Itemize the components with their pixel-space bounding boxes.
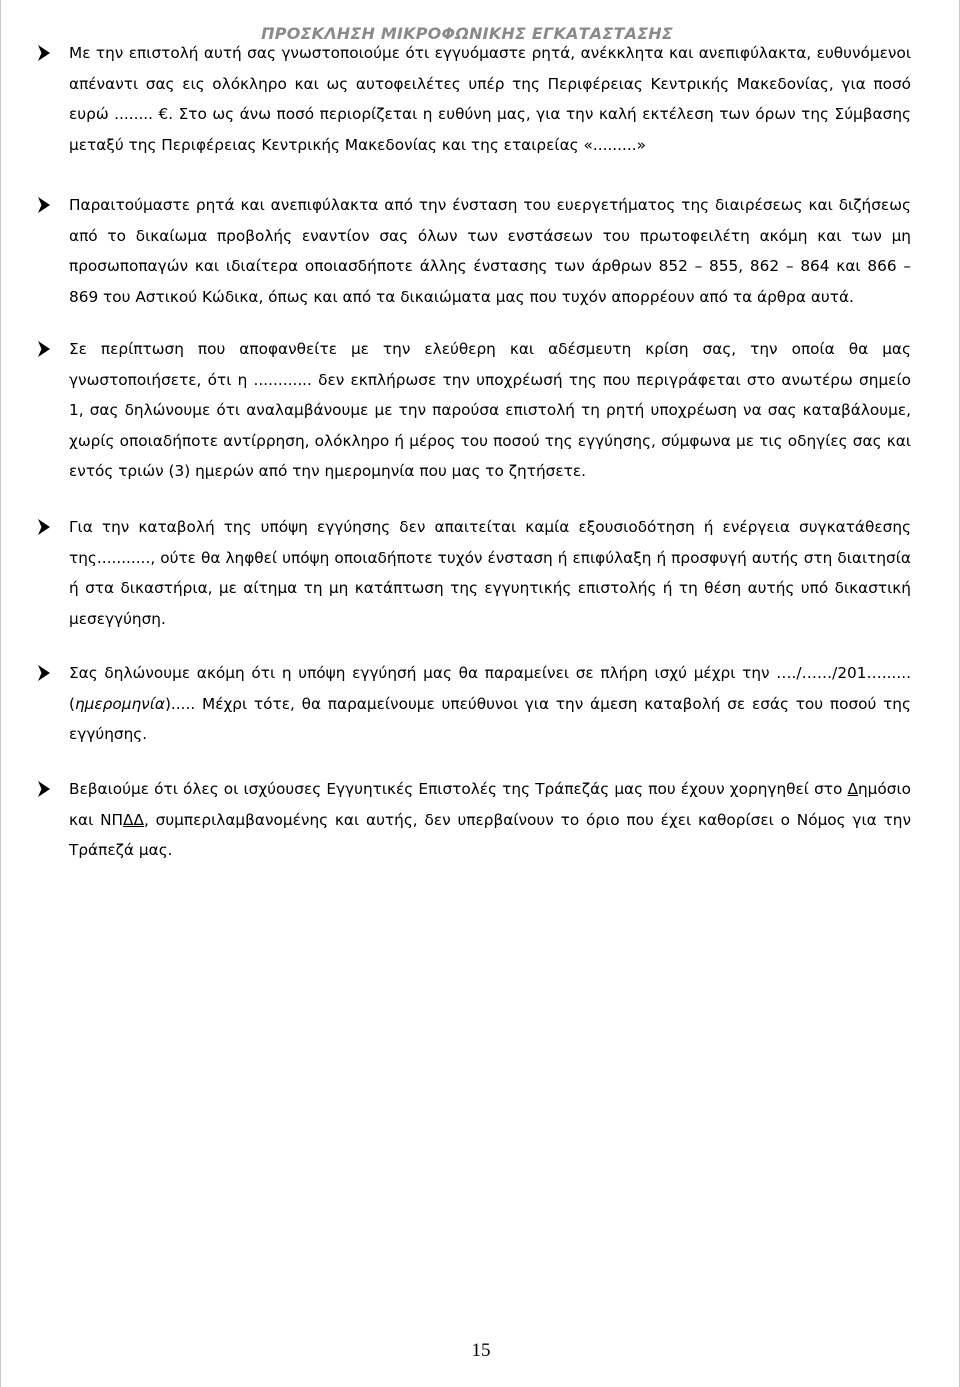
paragraph-limit-confirmation <box>69 774 911 866</box>
paragraph-waiver <box>69 190 911 312</box>
underlined-letters: ΔΔ <box>123 810 144 829</box>
paragraph-text-after: )..... Μέχρι τότε, θα παραμείνουμε υπεύθυνοι για την άμεση καταβολή σε εσάς του ποσού της εγγύησης. <box>69 694 911 743</box>
arrowhead-bullet-icon <box>37 518 51 536</box>
paragraph-text-before: Βεβαιούμε ότι όλες οι ισχύουσες Εγγυητικές Επιστολές της Τράπεζάς μας που έχουν χορηγηθεί στο <box>69 780 848 798</box>
arrowhead-bullet-icon <box>37 196 51 214</box>
paragraph-text: Παραιτούμαστε ρητά και ανεπιφύλακτα από την ένσταση του ευεργετήματος της διαιρέσεως και διζήσεως από το δικαίωμα προβολής εναντίον σας όλων των ενστάσεων του πρωτοφειλέτη ακόμη και των μη προσωποπαγών και ιδιαίτερα οποιασδήποτε άλλης ένστασης των άρθρων 852 – 855, 862 – 864 και 866 – 869 του Αστικού Κώδικα, όπως και από τα δικαιώματα μας που τυχόν απορρέουν από τα άρθρα αυτά. <box>69 196 911 306</box>
paragraph-italic-date: ημερομηνία <box>74 694 165 713</box>
paragraph-text-before: Σας δηλώνουμε ακόμη ότι η υπόψη εγγύησή μας θα παραμείνει σε πλήρη ισχύ μέχρι την …./……/201…...... ( <box>69 664 911 713</box>
arrowhead-bullet-icon <box>37 664 51 682</box>
page-header-title: ΠΡΟΣΚΛΗΣΗ ΜΙΚΡΟΦΩΝΙΚΗΣ ΕΓΚΑΤΑΣΤΑΣΗΣ <box>261 24 673 43</box>
underlined-letter: Δ <box>847 780 858 798</box>
arrowhead-bullet-icon <box>37 780 51 798</box>
paragraph-text: Για την καταβολή της υπόψη εγγύησης δεν απαιτείται καμία εξουσιοδότηση ή ενέργεια συγκατάθεσης της..........., ούτε θα ληφθεί υπόψη οποιαδήποτε τυχόν ένσταση ή επιφύλαξη ή προσφυγή αυτής στη διαιτησία ή στα δικαστήρια, με αίτημα τη μη κατάπτωση της εγγυητικής επιστολής ή τη θέση αυτής υπό δικαστική μεσεγγύηση. <box>69 518 911 628</box>
page-number: 15 <box>471 1340 491 1361</box>
paragraph-no-authorization <box>69 512 911 634</box>
paragraph-guarantee-amount <box>69 38 911 160</box>
paragraph-text: Σε περίπτωση που αποφανθείτε με την ελεύθερη και αδέσμευτη κρίση σας, την οποία θα μας γνωστοποιήσετε, ότι η ............ δεν εκπλήρωσε την υποχρέωσή της που περιγράφεται στο ανωτέρω σημείο 1, σας δηλώνουμε ότι αναλαμβάνουμε με την παρούσα επιστολή τη ρητή υποχρέωση να σας καταβάλουμε, χωρίς οποιαδήποτε αντίρρηση, ολόκληρο ή μέρος του ποσού της εγγύησης, σύμφωνα με τις οδηγίες σας και εντός τριών (3) ημερών από την ημερομηνία που μας το ζητήσετε. <box>69 340 911 480</box>
paragraph-payment-obligation <box>69 334 911 487</box>
paragraph-validity <box>69 658 911 750</box>
paragraph-text-mid: ημόσιο και ΝΠ <box>69 780 911 829</box>
arrowhead-bullet-icon <box>37 340 51 358</box>
arrowhead-bullet-icon <box>37 44 51 62</box>
paragraph-text-after: , συμπεριλαμβανομένης και αυτής, δεν υπερβαίνουν το όριο που έχει καθορίσει ο Νόμος για την Τράπεζά μας. <box>69 810 911 859</box>
paragraph-text: Με την επιστολή αυτή σας γνωστοποιούμε ότι εγγυόμαστε ρητά, ανέκκλητα και ανεπιφύλακτα, ευθυνόμενοι απέναντι σας εις ολόκληρο και ως αυτοφειλέτες υπέρ της Περιφέρειας Κεντρικής Μακεδονίας, για ποσό ευρώ ........ €. Στο ως άνω ποσό περιορίζεται η ευθύνη μας, για την καλή εκτέλεση των όρων της Σύμβασης μεταξύ της Περιφέρειας Κεντρικής Μακεδονίας και της εταιρείας «.........» <box>69 44 911 154</box>
